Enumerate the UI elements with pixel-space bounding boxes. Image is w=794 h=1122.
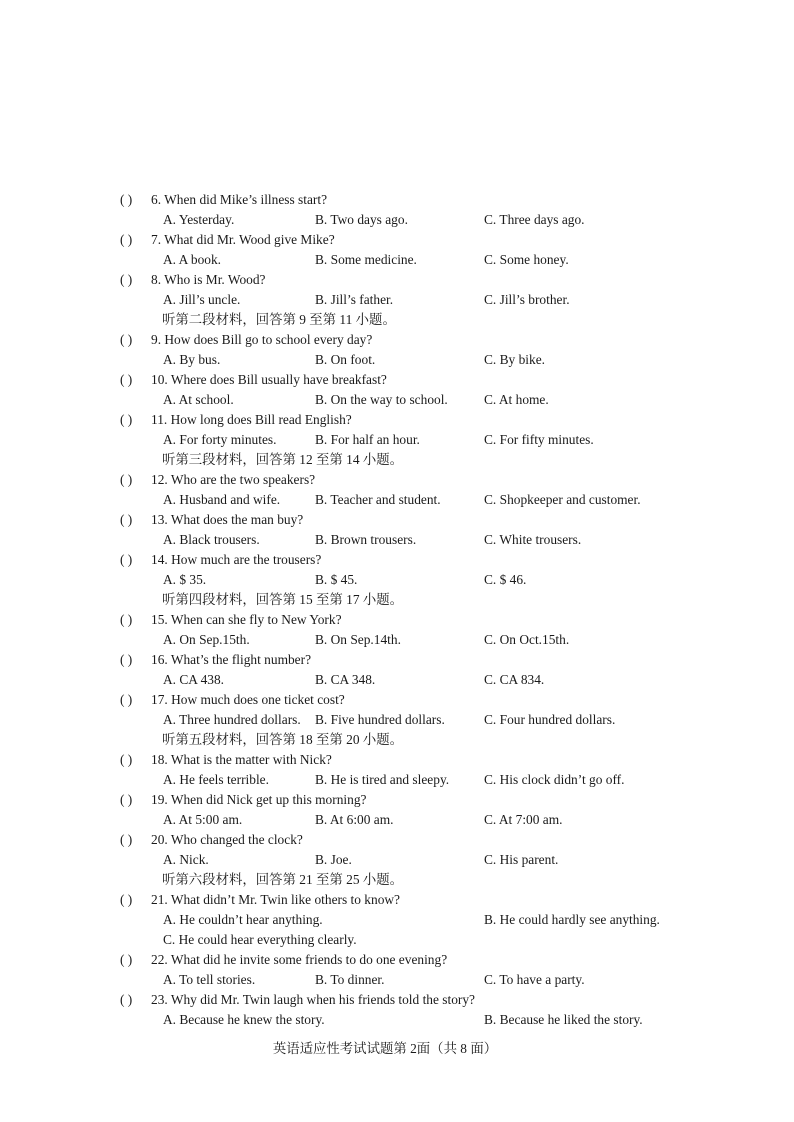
options-row <box>0 770 794 790</box>
question-row <box>0 690 794 710</box>
question-text: 16. What’s the flight number? <box>151 652 312 667</box>
answer-option: A. $ 35. <box>163 572 207 587</box>
question-row <box>0 550 794 570</box>
answer-blank[interactable]: ( ) <box>120 892 133 907</box>
question-row <box>0 990 794 1010</box>
answer-option: A. At 5:00 am. <box>163 812 243 827</box>
answer-option: B. Jill’s father. <box>315 292 394 307</box>
answer-option: C. On Oct.15th. <box>484 632 570 647</box>
answer-option: C. Shopkeeper and customer. <box>484 492 641 507</box>
answer-blank[interactable]: ( ) <box>120 232 133 247</box>
options-row <box>0 970 794 990</box>
options-row <box>0 910 794 930</box>
answer-option: B. Teacher and student. <box>315 492 441 507</box>
question-row <box>0 650 794 670</box>
answer-blank[interactable]: ( ) <box>120 372 133 387</box>
options-row <box>0 710 794 730</box>
question-row <box>0 470 794 490</box>
question-text: 6. When did Mike’s illness start? <box>151 192 328 207</box>
answer-option: C. White trousers. <box>484 532 582 547</box>
answer-option: A. A book. <box>163 252 222 267</box>
answer-blank[interactable]: ( ) <box>120 512 133 527</box>
answer-option: C. His parent. <box>484 852 559 867</box>
answer-option: C. Three days ago. <box>484 212 585 227</box>
answer-blank[interactable]: ( ) <box>120 332 133 347</box>
answer-option: C. His clock didn’t go off. <box>484 772 625 787</box>
question-row <box>0 610 794 630</box>
answer-option: A. Jill’s uncle. <box>163 292 241 307</box>
options-row <box>0 350 794 370</box>
answer-blank[interactable]: ( ) <box>120 272 133 287</box>
answer-option: B. For half an hour. <box>315 432 420 447</box>
answer-option: B. CA 348. <box>315 672 376 687</box>
answer-option: C. By bike. <box>484 352 546 367</box>
answer-option: B. On Sep.14th. <box>315 632 401 647</box>
options-row <box>0 810 794 830</box>
answer-option: B. On the way to school. <box>315 392 448 407</box>
answer-option: A. By bus. <box>163 352 221 367</box>
answer-option: C. To have a party. <box>484 972 585 987</box>
section-instruction <box>0 590 794 610</box>
question-row <box>0 230 794 250</box>
answer-option: A. To tell stories. <box>163 972 256 987</box>
answer-option: C. $ 46. <box>484 572 527 587</box>
answer-option: B. Five hundred dollars. <box>315 712 445 727</box>
options-row <box>0 250 794 270</box>
question-text: 22. What did he invite some friends to do one evening? <box>151 952 448 967</box>
section-text: 听第二段材料，回答第 9 至第 11 小题。 <box>162 312 396 327</box>
question-text: 9. How does Bill go to school every day? <box>151 332 373 347</box>
question-text: 7. What did Mr. Wood give Mike? <box>151 232 335 247</box>
section-text: 听第六段材料，回答第 21 至第 25 小题。 <box>162 872 404 887</box>
question-text: 18. What is the matter with Nick? <box>151 752 332 767</box>
answer-option: A. Because he knew the story. <box>163 1012 325 1027</box>
answer-option: A. At school. <box>163 392 234 407</box>
question-row <box>0 890 794 910</box>
answer-option: B. At 6:00 am. <box>315 812 394 827</box>
answer-option: C. He could hear everything clearly. <box>163 932 357 947</box>
answer-option: A. Nick. <box>163 852 209 867</box>
section-text: 听第四段材料，回答第 15 至第 17 小题。 <box>162 592 404 607</box>
section-instruction <box>0 310 794 330</box>
answer-blank[interactable]: ( ) <box>120 752 133 767</box>
answer-option: B. Some medicine. <box>315 252 417 267</box>
question-row <box>0 410 794 430</box>
question-text: 21. What didn’t Mr. Twin like others to know? <box>151 892 400 907</box>
question-row <box>0 370 794 390</box>
answer-option: B. Because he liked the story. <box>484 1012 643 1027</box>
answer-option: B. He could hardly see anything. <box>484 912 660 927</box>
question-text: 12. Who are the two speakers? <box>151 472 316 487</box>
question-row <box>0 750 794 770</box>
options-row <box>0 670 794 690</box>
options-row <box>0 390 794 410</box>
options-row <box>0 490 794 510</box>
answer-option: C. CA 834. <box>484 672 545 687</box>
question-text: 13. What does the man buy? <box>151 512 304 527</box>
answer-option: C. At 7:00 am. <box>484 812 563 827</box>
question-text: 15. When can she fly to New York? <box>151 612 342 627</box>
question-row <box>0 790 794 810</box>
section-text: 听第三段材料，回答第 12 至第 14 小题。 <box>162 452 404 467</box>
answer-option: B. To dinner. <box>315 972 385 987</box>
answer-blank[interactable]: ( ) <box>120 552 133 567</box>
footer-text: 英语适应性考试试题第 2面（共 8 面） <box>272 1041 498 1056</box>
question-row <box>0 830 794 850</box>
options-row <box>0 210 794 230</box>
answer-blank[interactable]: ( ) <box>120 952 133 967</box>
options-row <box>0 850 794 870</box>
question-text: 17. How much does one ticket cost? <box>151 692 345 707</box>
question-text: 19. When did Nick get up this morning? <box>151 792 367 807</box>
options-row <box>0 630 794 650</box>
answer-option: B. Joe. <box>315 852 352 867</box>
answer-blank[interactable]: ( ) <box>120 692 133 707</box>
answer-option: A. He feels terrible. <box>163 772 269 787</box>
answer-blank[interactable]: ( ) <box>120 412 133 427</box>
section-text: 听第五段材料，回答第 18 至第 20 小题。 <box>162 732 404 747</box>
question-text: 20. Who changed the clock? <box>151 832 303 847</box>
section-instruction <box>0 450 794 470</box>
answer-option: C. For fifty minutes. <box>484 432 594 447</box>
answer-option: A. Yesterday. <box>163 212 235 227</box>
answer-option: A. He couldn’t hear anything. <box>163 912 323 927</box>
answer-blank[interactable]: ( ) <box>120 472 133 487</box>
question-row <box>0 510 794 530</box>
answer-option: B. Two days ago. <box>315 212 408 227</box>
answer-blank[interactable]: ( ) <box>120 792 133 807</box>
page-footer <box>0 1039 794 1059</box>
answer-option: A. Black trousers. <box>163 532 260 547</box>
answer-option: B. On foot. <box>315 352 376 367</box>
answer-blank[interactable]: ( ) <box>120 832 133 847</box>
answer-option: A. For forty minutes. <box>163 432 277 447</box>
question-text: 23. Why did Mr. Twin laugh when his friends told the story? <box>151 992 476 1007</box>
answer-option: A. CA 438. <box>163 672 225 687</box>
answer-option: B. $ 45. <box>315 572 358 587</box>
answer-option: C. Four hundred dollars. <box>484 712 616 727</box>
options-row <box>0 290 794 310</box>
answer-blank[interactable]: ( ) <box>120 192 133 207</box>
options-row <box>0 1010 794 1030</box>
section-instruction <box>0 730 794 750</box>
answer-blank[interactable]: ( ) <box>120 612 133 627</box>
answer-option: C. Some honey. <box>484 252 569 267</box>
question-row <box>0 950 794 970</box>
options-row <box>0 570 794 590</box>
question-row <box>0 270 794 290</box>
options-row <box>0 530 794 550</box>
options-row <box>0 930 794 950</box>
options-row <box>0 430 794 450</box>
answer-option: C. Jill’s brother. <box>484 292 570 307</box>
answer-option: A. Husband and wife. <box>163 492 281 507</box>
section-instruction <box>0 870 794 890</box>
answer-option: C. At home. <box>484 392 549 407</box>
question-row <box>0 330 794 350</box>
question-text: 10. Where does Bill usually have breakfast? <box>151 372 387 387</box>
question-text: 14. How much are the trousers? <box>151 552 322 567</box>
answer-blank[interactable]: ( ) <box>120 652 133 667</box>
question-text: 8. Who is Mr. Wood? <box>151 272 266 287</box>
question-text: 11. How long does Bill read English? <box>151 412 352 427</box>
answer-option: B. Brown trousers. <box>315 532 417 547</box>
answer-option: B. He is tired and sleepy. <box>315 772 450 787</box>
answer-blank[interactable]: ( ) <box>120 992 133 1007</box>
answer-option: A. Three hundred dollars. <box>163 712 301 727</box>
exam-page-content <box>0 190 794 1030</box>
question-row <box>0 190 794 210</box>
answer-option: A. On Sep.15th. <box>163 632 250 647</box>
